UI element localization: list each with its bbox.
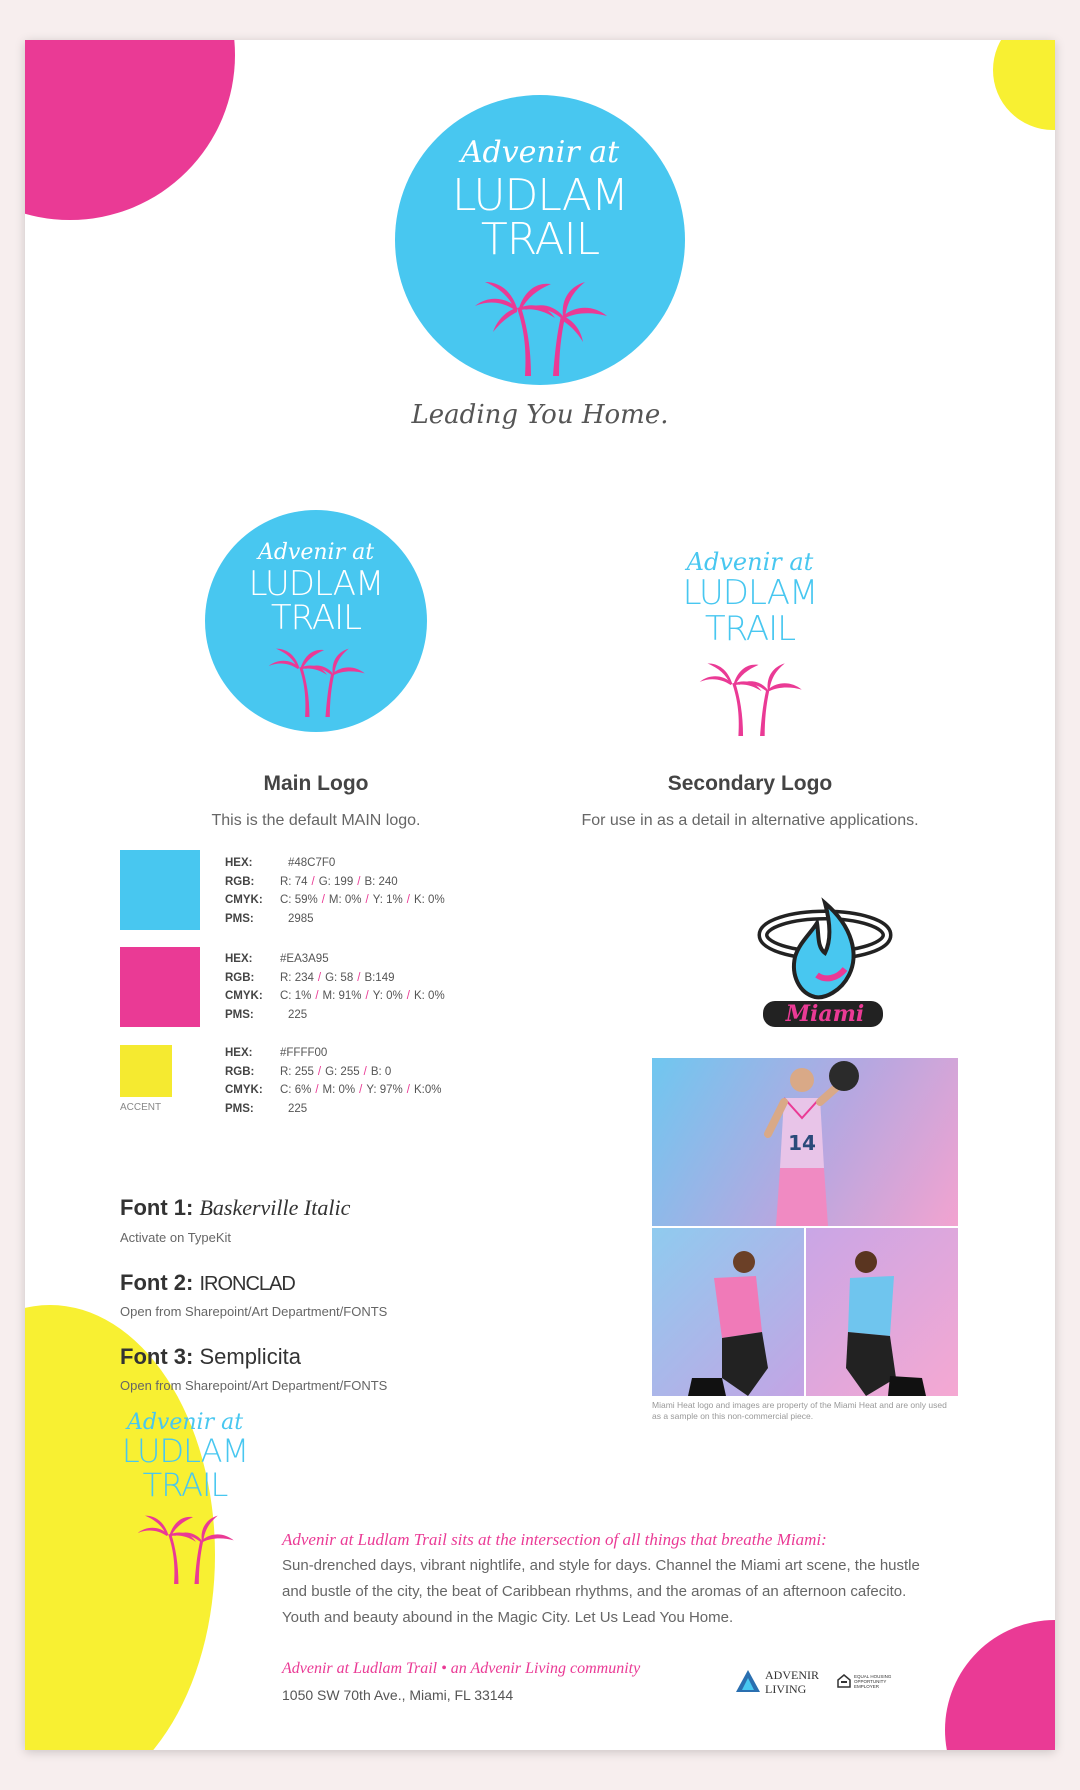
secondary-logo-desc: For use in as a detail in alternative applications. <box>581 812 919 829</box>
rgb-b: B:149 <box>364 971 395 984</box>
hex-key: HEX: <box>225 1047 253 1059</box>
main-logo-line3: TRAIL <box>270 598 362 638</box>
story-highlight: Advenir at Ludlam Trail sits at the intersection of all things that breathe Miami: <box>282 1530 827 1549</box>
rgb-r: R: 74 <box>280 875 308 888</box>
cmyk-k: K: 0% <box>413 894 445 906</box>
cmyk-m: M: 0% <box>328 894 362 906</box>
main-logo-desc: This is the default MAIN logo. <box>211 812 421 829</box>
secondary-logo-title: Secondary Logo <box>667 772 833 795</box>
swatch-pink <box>120 947 200 1027</box>
rgb-g: G: 58 <box>325 971 354 984</box>
font-3-name: Semplicita <box>199 1344 301 1369</box>
hex-value: #48C7F0 <box>288 857 336 869</box>
jersey-number: 14 <box>788 1131 816 1155</box>
player-photo-bottom-left <box>652 1228 804 1396</box>
cmyk-c: C: 6% <box>280 1084 312 1096</box>
swatch-yellow <box>120 1045 172 1097</box>
player-figure-icon <box>652 1228 804 1396</box>
pms-value: 2985 <box>288 912 314 925</box>
cmyk-c: C: 59% <box>280 894 318 906</box>
swatch-blue <box>120 850 200 930</box>
rgb-key: RGB: <box>225 1065 255 1078</box>
footer-logo-line1: Advenir at <box>126 1410 244 1435</box>
palm-tree-icon <box>130 1504 240 1584</box>
footer-logo <box>110 1410 260 1584</box>
hex-key: HEX: <box>225 857 253 869</box>
triangle-logo-icon <box>735 1668 761 1694</box>
miami-wordmark: Miami <box>785 1001 865 1027</box>
rgb-b: B: 240 <box>364 875 398 888</box>
color-spec-yellow: HEX: #FFFF00 RGB: R: 255 / G: 255 / B: 0 CMYK: C: 6% / M: 0% / Y: 97% / K:0% PMS: 225 <box>225 1044 441 1118</box>
palm-tree-icon <box>261 637 371 717</box>
pink-blob-top-left <box>25 40 235 220</box>
hex-value: #FFFF00 <box>280 1047 328 1059</box>
font-2-note: Open from Sharepoint/Art Department/FONTS <box>120 1304 388 1319</box>
hex-value: #EA3A95 <box>280 953 329 965</box>
player-figure-icon <box>806 1228 958 1396</box>
color-spec-blue: HEX: #48C7F0 RGB: R: 74 / G: 199 / B: 240 CMYK: C: 59% / M: 0% / Y: 1% / K: 0% PMS: 2985 <box>225 854 445 928</box>
brand-sheet-page <box>25 40 1055 1750</box>
community-line: Advenir at Ludlam Trail • an Advenir Living community <box>282 1660 641 1677</box>
font-1-heading <box>120 1195 350 1221</box>
advenir-living-logo <box>735 1662 835 1702</box>
main-logo <box>205 510 427 732</box>
hero-logo-line3: TRAIL <box>480 214 600 265</box>
secondary-logo-line1: Advenir at <box>686 548 814 576</box>
eho-text: EQUAL HOUSING OPPORTUNITY EMPLOYER <box>854 1674 892 1689</box>
secondary-logo-line2: LUDLAM <box>682 573 818 613</box>
cmyk-key: CMYK: <box>225 894 263 906</box>
color-spec-pink: HEX: #EA3A95 RGB: R: 234 / G: 58 / B:149 CMYK: C: 1% / M: 91% / Y: 0% / K: 0% PMS: 225 <box>225 950 445 1024</box>
yellow-blob-top-right <box>993 40 1055 130</box>
rgb-r: R: 255 <box>280 1065 314 1078</box>
font-1-name: Baskerville Italic <box>199 1195 351 1220</box>
font-2-label: Font 2: <box>120 1270 194 1295</box>
cmyk-key: CMYK: <box>225 1084 263 1096</box>
font-1-note: Activate on TypeKit <box>120 1230 232 1245</box>
hero-logo-line2: LUDLAM <box>452 170 628 221</box>
living-word: LIVING <box>765 1682 807 1696</box>
rgb-g: G: 255 <box>325 1065 360 1078</box>
font-3-label: Font 3: <box>120 1344 194 1369</box>
tagline: Leading You Home. <box>411 400 669 430</box>
font-2-heading <box>120 1270 295 1296</box>
footer-logo-line2: LUDLAM <box>121 1432 249 1470</box>
cmyk-y: Y: 97% <box>366 1084 403 1096</box>
main-logo-line1: Advenir at <box>257 540 375 565</box>
rgb-key: RGB: <box>225 875 255 888</box>
main-logo-title: Main Logo <box>263 772 369 795</box>
advenir-word: ADVENIR <box>765 1668 819 1682</box>
house-icon <box>837 1674 851 1688</box>
player-photo-top <box>652 1058 958 1226</box>
rgb-g: G: 199 <box>318 875 354 888</box>
font-2-name: IRONCLAD <box>199 1273 295 1295</box>
cmyk-m: M: 0% <box>322 1084 356 1096</box>
pms-key: PMS: <box>225 1102 254 1115</box>
main-logo-line2: LUDLAM <box>248 564 384 604</box>
cmyk-c: C: 1% <box>280 990 312 1002</box>
footer-logo-line3: TRAIL <box>142 1465 228 1504</box>
rgb-key: RGB: <box>225 971 255 984</box>
cmyk-y: Y: 1% <box>372 894 403 906</box>
cmyk-k: K:0% <box>413 1084 442 1096</box>
secondary-logo <box>655 548 845 736</box>
pms-value: 225 <box>288 1102 308 1115</box>
accent-label: ACCENT <box>120 1102 162 1113</box>
rgb-r: R: 234 <box>280 971 314 984</box>
player-figure-icon <box>652 1058 958 1226</box>
miami-heat-logo <box>755 895 895 1035</box>
pms-key: PMS: <box>225 912 254 925</box>
font-1-label: Font 1: <box>120 1195 194 1220</box>
player-photo-bottom-right <box>806 1228 958 1396</box>
cmyk-y: Y: 0% <box>372 990 403 1002</box>
palm-tree-icon <box>465 266 615 376</box>
hero-logo-line1: Advenir at <box>460 135 620 170</box>
pink-blob-bottom-right <box>945 1620 1055 1750</box>
font-3-note: Open from Sharepoint/Art Department/FONTS <box>120 1378 388 1393</box>
pms-value: 225 <box>288 1008 308 1021</box>
font-3-heading <box>120 1344 301 1370</box>
cmyk-m: M: 91% <box>322 990 362 1002</box>
secondary-logo-line3: TRAIL <box>704 608 796 649</box>
address: 1050 SW 70th Ave., Miami, FL 33144 <box>282 1687 514 1703</box>
equal-housing-logo <box>837 1674 897 1689</box>
story-paragraph <box>282 1527 922 1631</box>
story-body: Sun-drenched days, vibrant nightlife, and style for days. Channel the Miami art scene, the hustle and bustle of the city, the beat of Caribbean rhythms, and the aromas of an afternoon cafecito. Youth and beauty abound in the Magic City. Let Us Lead You Home. <box>282 1557 920 1626</box>
heat-disclaimer: Miami Heat logo and images are property of the Miami Heat and are only used as a sample on this non-commercial piece. <box>652 1400 947 1421</box>
palm-tree-icon <box>690 651 810 736</box>
pms-key: PMS: <box>225 1008 254 1021</box>
rgb-b: B: 0 <box>370 1065 392 1078</box>
cmyk-k: K: 0% <box>414 990 445 1002</box>
hex-key: HEX: <box>225 953 253 965</box>
hero-logo <box>395 95 685 385</box>
cmyk-key: CMYK: <box>225 990 263 1002</box>
